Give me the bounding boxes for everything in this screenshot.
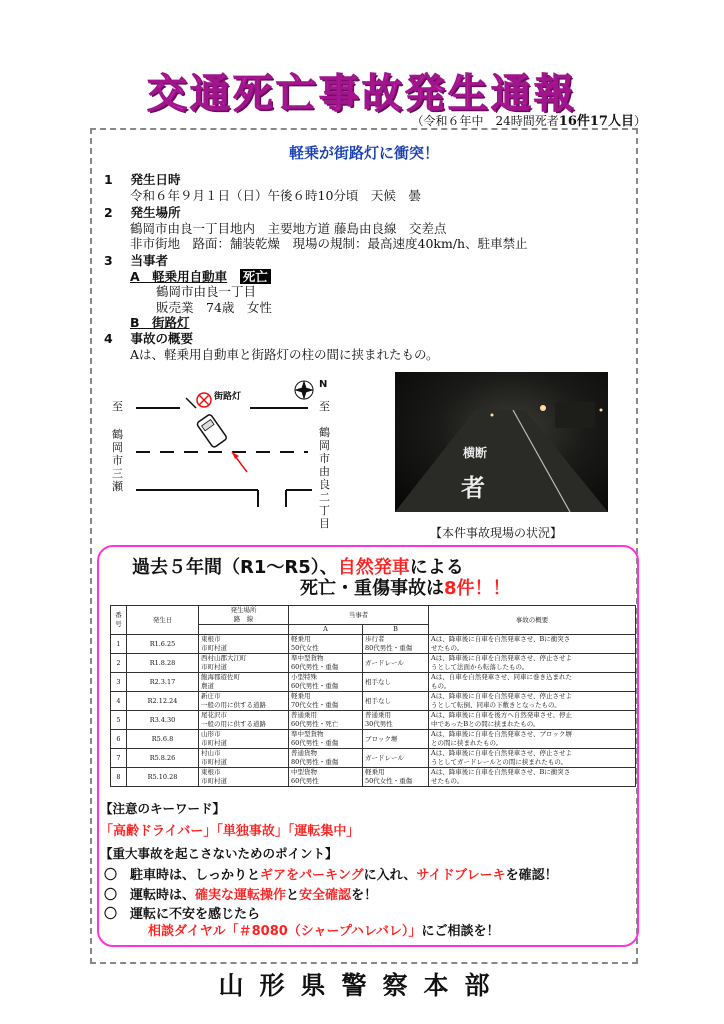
row-party-b: 軽乗用 50代女性・重傷 — [363, 768, 429, 787]
road-marking: 横断 — [463, 446, 488, 460]
table-row — [111, 730, 636, 749]
row-summary: Aは、降車後に自車を自然発車させ、ブロック塀 との間に挟まれたもの。 — [429, 730, 636, 749]
right-to-label: 至 — [319, 400, 330, 413]
row-place: 西村山郡大江町 市町村道 — [199, 654, 289, 673]
row-summary: Aは、降車後に自車を自然発車させ、Bに衝突さ せたもの。 — [429, 768, 636, 787]
table-row — [111, 768, 636, 787]
scene-photo — [395, 372, 608, 512]
banner-text: 過去５年間（R1～R5）、 — [132, 557, 338, 578]
banner-line2 — [300, 574, 511, 600]
row-place: 東根市 市町村道 — [199, 768, 289, 787]
header-no: 番号 — [111, 606, 127, 635]
row-place: 新庄市 一般の用に供する道路 — [199, 692, 289, 711]
subtitle-suffix: ） — [633, 114, 646, 128]
row-party-b: 普通乗用 30代男性 — [363, 711, 429, 730]
table-row — [111, 635, 636, 654]
right-destination: 鶴岡市由良二丁目 — [319, 426, 330, 530]
section-datetime — [104, 172, 421, 203]
section-label: 発生日時 — [130, 172, 181, 187]
section-number: 2 — [104, 205, 113, 220]
section-number: 4 — [104, 331, 113, 346]
party-a-address: 鶴岡市由良一丁目 — [156, 284, 257, 299]
row-summary: Aは、降車後に自車を自然発車させ、Bに衝突さ せたもの。 — [429, 635, 636, 654]
table-row — [111, 673, 636, 692]
row-place: 東根市 市町村道 — [199, 635, 289, 654]
row-number: 4 — [111, 692, 127, 711]
row-summary: Aは、自車を自然発車させ、同車に巻き込まれた もの。 — [429, 673, 636, 692]
status-badge: 死亡 — [240, 269, 271, 284]
row-party-a: 軽乗用 70代女性・重傷 — [289, 692, 363, 711]
accident-table — [110, 605, 636, 787]
banner-highlight: 8件！！ — [444, 578, 511, 599]
row-party-b: 相手なし — [363, 692, 429, 711]
footer-org: 山形県警察本部 — [218, 971, 506, 1000]
location-line1: 鶴岡市由良一丁目地内 主要地方道 藤島由良線 交差点 — [130, 220, 447, 236]
row-number: 2 — [111, 654, 127, 673]
header-summary: 事故の概要 — [429, 606, 636, 635]
keyword-heading: 【注意のキーワード】 — [100, 801, 226, 816]
party-b-label: B 街路灯 — [130, 315, 190, 330]
section-label: 当事者 — [130, 253, 169, 268]
point-2: 〇 運転時は、確実な運転操作と安全確認を！ — [104, 888, 378, 903]
row-date: R1.6.25 — [127, 635, 199, 654]
row-date: R3.4.30 — [127, 711, 199, 730]
points-heading: 【重大事故を起こさないためのポイント】 — [100, 846, 338, 861]
left-to-label: 至 — [112, 400, 123, 413]
row-summary: Aは、降車後に自車を後方へ自然発車させ、停止 中であったBとの間に挟まれたもの。 — [429, 711, 636, 730]
row-party-a: 普通貨物 80代男性・重傷 — [289, 749, 363, 768]
party-a-profile: 販売業 74歳 女性 — [156, 299, 272, 315]
location-line2: 非市街地 路面：舗装乾燥 現場の規制：最高速度40km/h、駐車禁止 — [130, 236, 528, 251]
row-party-a: 普通乗用 60代男性・死亡 — [289, 711, 363, 730]
header-date: 発生日 — [127, 606, 199, 635]
north-label: N — [319, 379, 328, 390]
page-title: 交通死亡事故発生通報 — [147, 71, 577, 117]
row-number: 7 — [111, 749, 127, 768]
road-marking: 者 — [461, 474, 485, 502]
table-row — [111, 711, 636, 730]
row-date: R5.6.8 — [127, 730, 199, 749]
section-number: 1 — [104, 172, 113, 187]
row-number: 6 — [111, 730, 127, 749]
row-party-a: 小型特殊 60代男性・重傷 — [289, 673, 363, 692]
row-place: 尾花沢市 一般の用に供する道路 — [199, 711, 289, 730]
table-row — [111, 692, 636, 711]
row-party-a: 軽乗用 50代女性 — [289, 635, 363, 654]
row-date: R1.8.28 — [127, 654, 199, 673]
section-label: 事故の概要 — [130, 331, 194, 346]
headline: 軽乗が街路灯に衝突！ — [288, 144, 439, 162]
row-place: 飽海郡遊佐町 農道 — [199, 673, 289, 692]
row-number: 1 — [111, 635, 127, 654]
header-b: B — [363, 625, 429, 635]
table-row — [111, 654, 636, 673]
left-destination: 鶴岡市三瀬 — [112, 428, 123, 493]
section-location — [104, 205, 528, 252]
row-summary: Aは、降車後に自車を自然発車させ、停止させよ うとしてガードレールとの間に挟まれたもの。 — [429, 749, 636, 768]
banner-text: による — [409, 557, 464, 578]
row-party-b: 相手なし — [363, 673, 429, 692]
row-party-b: ガードレール — [363, 654, 429, 673]
datetime-text: 令和６年９月１日（日）午後６時10分頃 天候 曇 — [130, 187, 421, 203]
row-party-b: ガードレール — [363, 749, 429, 768]
row-place: 村山市 市町村道 — [199, 749, 289, 768]
row-date: R5.10.28 — [127, 768, 199, 787]
table-row — [111, 749, 636, 768]
section-summary — [104, 331, 439, 362]
banner-highlight: 自然発車 — [337, 557, 410, 578]
header-place: 発生場所 路 線 — [199, 606, 289, 625]
compass-icon — [294, 380, 314, 400]
subtitle-prefix: （令和６年中 24時間死者 — [411, 114, 559, 128]
car-icon — [196, 414, 227, 448]
row-number: 5 — [111, 711, 127, 730]
row-date: R5.8.26 — [127, 749, 199, 768]
party-a-label: A 軽乗用自動車 — [130, 268, 228, 284]
keyword-text: 「高齢ドライバー」「単独事故」「運転集中」 — [100, 824, 360, 839]
lamp-label: 街路灯 — [214, 392, 242, 402]
point-3: 〇 運転に不安を感じたら — [104, 907, 261, 922]
row-date: R2.12.24 — [127, 692, 199, 711]
row-date: R2.3.17 — [127, 673, 199, 692]
header-party: 当事者 — [289, 606, 429, 625]
row-place: 山形市 市町村道 — [199, 730, 289, 749]
row-number: 8 — [111, 768, 127, 787]
section-label: 発生場所 — [130, 205, 181, 220]
row-party-a: 中型貨物 60代男性 — [289, 768, 363, 787]
row-party-a: 準中型貨物 60代男性・重傷 — [289, 730, 363, 749]
header-a: A — [289, 625, 363, 635]
photo-caption: 【本件事故現場の状況】 — [430, 526, 563, 540]
banner-text: 死亡・重傷事故は — [300, 578, 444, 599]
section-parties — [104, 253, 272, 331]
row-party-b: 歩行者 80代男性・重傷 — [363, 635, 429, 654]
row-party-a: 準中型貨物 60代男性・重傷 — [289, 654, 363, 673]
point-4: 相談ダイヤル「＃8080（シャープハレバレ）」にご相談を！ — [148, 924, 500, 939]
row-number: 3 — [111, 673, 127, 692]
row-party-b: ブロック塀 — [363, 730, 429, 749]
subtitle — [412, 110, 646, 129]
death-count: 16件17人目 — [558, 114, 634, 129]
row-summary: Aは、降車後に自車を自然発車させ、停止させよ うとして転倒、同車の下敷きとなったもの。 — [429, 692, 636, 711]
summary-text: Aは、軽乗用自動車と街路灯の柱の間に挟まれたもの。 — [130, 346, 439, 362]
section-number: 3 — [104, 253, 113, 268]
point-1: 〇 駐車時は、しっかりとギアをパーキングに入れ、サイドブレーキを確認！ — [104, 868, 558, 883]
row-summary: Aは、降車後に自車を自然発車させ、停止させよ うとして法面から転落したもの。 — [429, 654, 636, 673]
